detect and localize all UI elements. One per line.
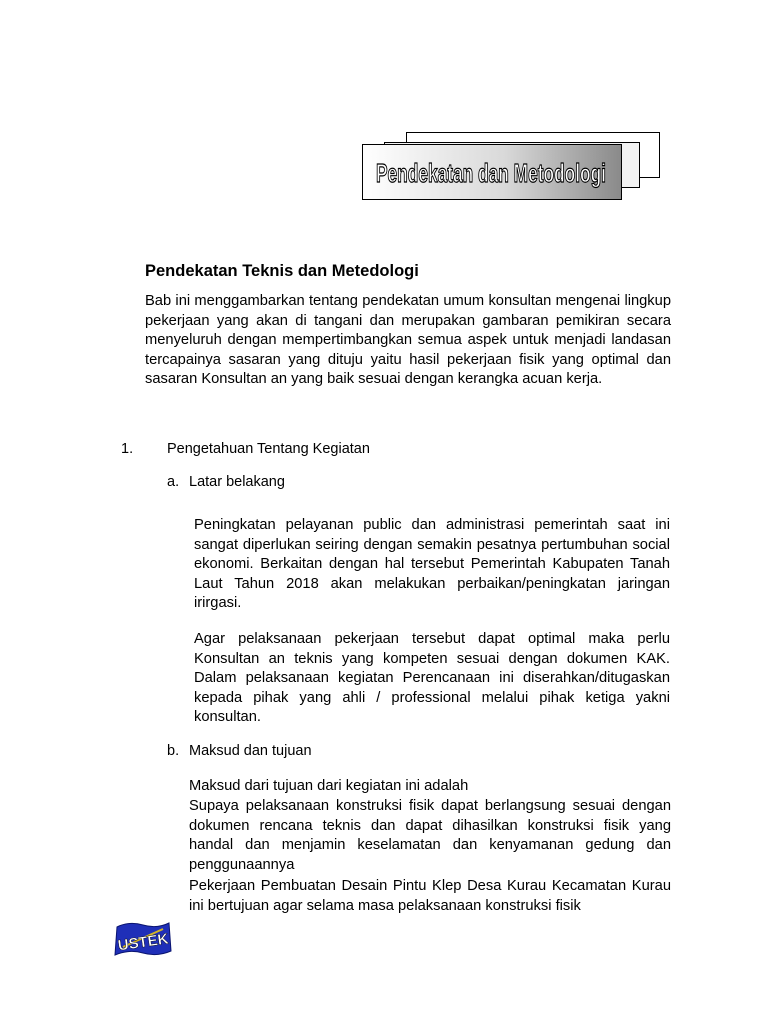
background-paragraph-2: Agar pelaksanaan pekerjaan tersebut dapat optimal maka perlu Konsultan an teknis yang kompeten sesuai dengan dokumen KAK. Dalam pelaksanaan kegiatan Perencanaan ini diserahkan/ditugaskan kepada pihak yang ahli / professional melalui pihak ketiga yakni konsultan.	[194, 631, 670, 726]
section-title: Pengetahuan Tentang Kegiatan	[167, 441, 370, 457]
subsection-a-title: Latar belakang	[189, 474, 285, 490]
purpose-paragraph-3: Pekerjaan Pembuatan Desain Pintu Klep Desa Kurau Kecamatan Kurau ini bertujuan agar selama masa pelaksanaan konstruksi fisik	[189, 878, 671, 914]
subsection-b-title: Maksud dan tujuan	[189, 743, 312, 759]
background-paragraph-1: Peningkatan pelayanan public dan administrasi pemerintah saat ini sangat diperlukan seiring dengan semakin pesatnya pertumbuhan social ekonomi. Berkaitan dengan hal tersebut Pemerintah Kabupaten Tanah Laut Tahun 2018 akan melakukan perbaikan/peningkatan jaringan irirgasi.	[194, 517, 670, 612]
page-heading: Pendekatan Teknis dan Metedologi	[145, 262, 419, 280]
logo-text: USTEK	[116, 930, 170, 955]
banner-wordart	[362, 144, 620, 198]
subsection-b-label: b.	[167, 743, 180, 759]
banner-text: Pendekatan dan Metodologi	[376, 158, 606, 188]
company-logo	[113, 917, 173, 961]
section-number: 1.	[121, 441, 134, 457]
chapter-banner	[362, 130, 662, 202]
subsection-a-label: a.	[167, 474, 180, 490]
subsection-b-heading	[167, 743, 312, 759]
intro-paragraph: Bab ini menggambarkan tentang pendekatan umum konsultan mengenai lingkup pekerjaan yang akan di tangani dan merupakan gambaran pemikiran secara menyeluruh dengan mempertimbangkan semua aspek untuk menjadi landasan tercapainya sasaran yang dituju yaitu hasil pekerjaan fisik yang optimal dan sasaran Konsultan an yang baik sesuai dengan kerangka acuan kerja.	[145, 293, 671, 388]
purpose-paragraph-2: Supaya pelaksanaan konstruksi fisik dapat berlangsung sesuai dengan dokumen rencana teknis dan dapat dihasilkan konstruksi fisik yang handal dan menjamin keselamatan dan kenyamanan gedung dan penggunaannya	[189, 798, 671, 873]
purpose-paragraph-1: Maksud dari tujuan dari kegiatan ini adalah	[189, 778, 469, 794]
subsection-a-heading	[167, 474, 285, 490]
